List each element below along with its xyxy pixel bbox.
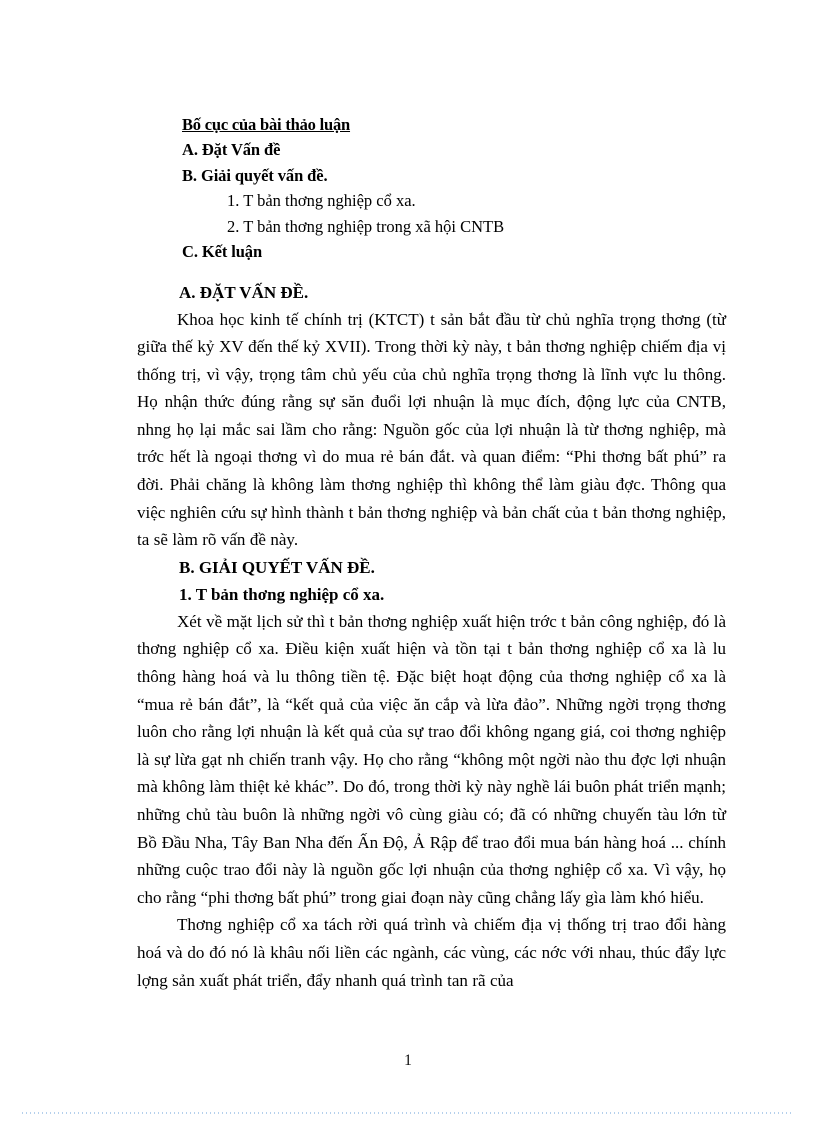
outline-subitem-1: 1. T bản thơng nghiệp cổ xa. xyxy=(227,191,416,210)
section-b-heading: B. GIẢI QUYẾT VẤN ĐỀ. xyxy=(179,557,375,577)
section-b-paragraph-1: Xét về mặt lịch sử thì t bản thơng nghiệp xuất hiện trớc t bản công nghiệp, đó là thơng nghiệp cổ xa. Điều kiện xuất hiện và tồn tại t bản thơng nghiệp cổ xa là lu thông hàng hoá và lu thông tiền tệ. Đặc biệt hoạt động của thơng nghiệp cổ xa là “mua rẻ bán đắt”, là “kết quả của việc ăn cắp và lừa đảo”. Những ngời trọng thơng luôn cho rằng lợi nhuận là kết quả của sự trao đổi không ngang giá, coi thơng nghiệp là sự lừa gạt nh chiến tranh vậy. Họ cho rằng “không một ngời nào thu đợc lợi nhuận mà không làm thiệt kẻ khác”. Do đó, trong thời kỳ này nghề lái buôn phát triển mạnh; những chủ tàu buôn là những ngời vô cùng giàu có; đã có những chuyến tàu lớn từ Bồ Đầu Nha, Tây Ban Nha đến Ấn Độ, Ả Rập để trao đổi mua bán hàng hoá ... chính những cuộc trao đổi này là nguồn gốc lợi nhuận của thơng nghiệp cổ xa. Vì vậy, họ cho rằng “phi thơng bất phú” trong giai đoạn này cũng chẳng lấy gìa làm khó hiểu. xyxy=(137,611,726,907)
section-b xyxy=(137,554,726,994)
scan-artifact-line xyxy=(22,1112,794,1114)
outline-subitem-2: 2. T bản thơng nghiệp trong xã hội CNTB xyxy=(227,216,505,236)
section-b-paragraph-2: Thơng nghiệp cổ xa tách rời quá trình và chiếm địa vị thống trị trao đổi hàng hoá và do đó nó là khâu nối liền các ngành, các vùng, các nớc với nhau, thúc đẩy lực lợng sản xuất phát triển, đẩy nhanh quá trình tan rã của xyxy=(137,915,726,990)
outline-item-c: C. Kết luận xyxy=(182,242,263,261)
section-a-paragraph-1: Khoa học kinh tế chính trị (KTCT) t sản bắt đầu từ chủ nghĩa trọng thơng (từ giữa thế kỷ XV đến thế kỷ XVII). Trong thời kỳ này, t bản thơng nghiệp chiếm địa vị thống trị, vì vậy, trọng tâm chủ yếu của chủ nghĩa trọng thơng là lĩnh vực lu thông. Họ nhận thức đúng rằng sự săn đuổi lợi nhuận là mục đích, động lực của CNTB, nhng họ lại mắc sai lầm cho rằng: Nguồn gốc của lợi nhuận là từ thơng nghiệp, mà trớc hết là ngoại thơng vì do mua rẻ bán đắt. và quan điểm: “Phi thơng bất phú” ra đời. Phải chăng là không làm thơng nghiệp thì không thể làm giàu đợc. Thông qua việc nghiên cứu sự hình thành t bản thơng nghiệp và bản chất của t bản thơng nghiệp, ta sẽ làm rõ vấn đề này. xyxy=(137,309,726,550)
outline-item-b: B. Giải quyết vấn đề. xyxy=(182,165,328,185)
section-b-subheading: 1. T bản thơng nghiệp cổ xa. xyxy=(179,584,385,604)
section-a-heading: A. ĐẶT VẤN ĐỀ. xyxy=(179,282,309,302)
outline-item-a: A. Đặt Vấn đề xyxy=(182,140,281,159)
outline-block xyxy=(137,112,726,265)
outline-title: Bố cục của bài thảo luận xyxy=(182,115,351,134)
page-content xyxy=(137,112,726,994)
page-number: 1 xyxy=(404,1052,412,1069)
section-a xyxy=(137,279,726,554)
